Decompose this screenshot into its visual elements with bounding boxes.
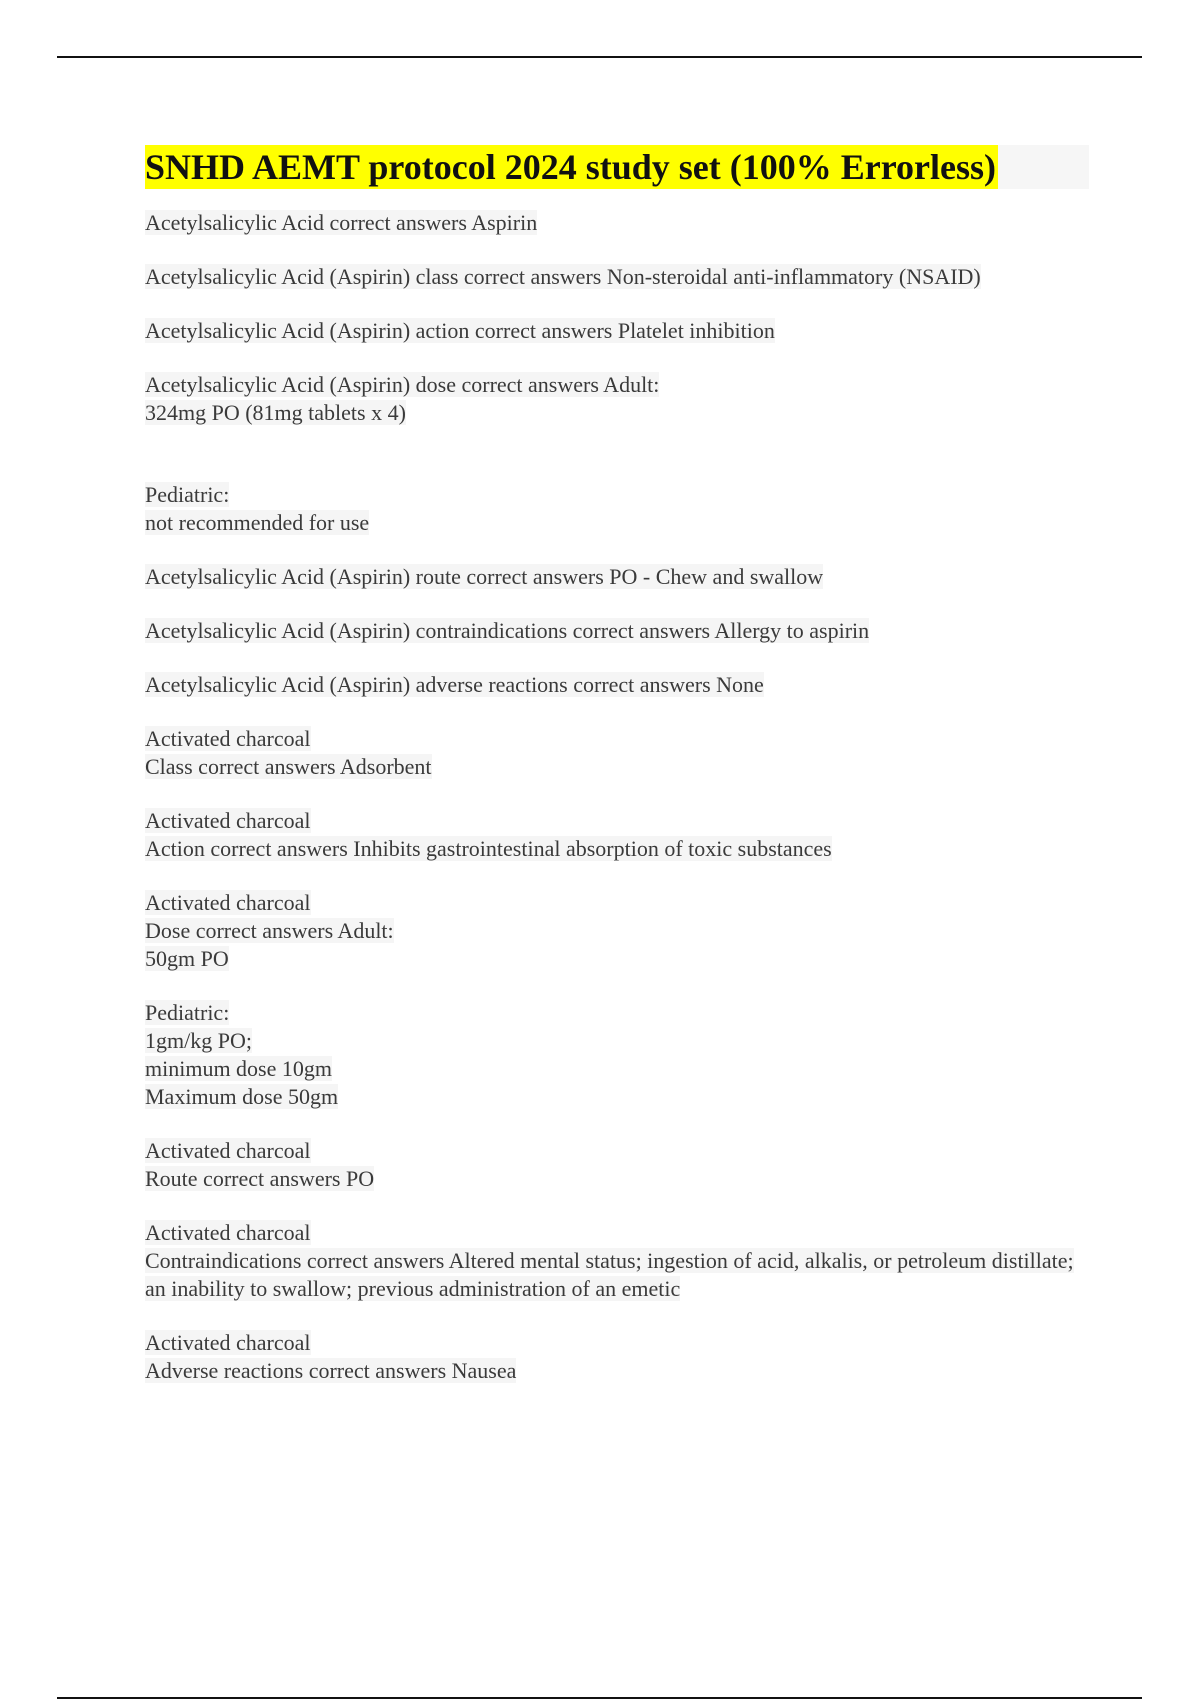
entry-aspirin-dose <box>145 371 1090 427</box>
entry-aspirin-name <box>145 209 1090 237</box>
entry-aspirin-adverse <box>145 671 1090 699</box>
entry-charcoal-pediatric <box>145 999 1090 1111</box>
entry-aspirin-pediatric <box>145 481 1090 537</box>
entry-line: Dose correct answers Adult: <box>145 918 394 943</box>
entry-line: Acetylsalicylic Acid (Aspirin) contraindications correct answers Allergy to aspirin <box>145 618 870 643</box>
entry-line: Activated charcoal <box>145 1220 311 1245</box>
entry-line: Pediatric: <box>145 1000 230 1025</box>
entry-aspirin-class <box>145 263 1090 291</box>
entry-line: 1gm/kg PO; <box>145 1028 252 1053</box>
entry-line: Acetylsalicylic Acid correct answers Aspirin <box>145 210 538 235</box>
entry-aspirin-action <box>145 317 1090 345</box>
document-title: SNHD AEMT protocol 2024 study set (100% Errorless) <box>145 147 996 187</box>
entry-line: Adverse reactions correct answers Nausea <box>145 1358 517 1383</box>
footer-rule <box>57 1697 1142 1699</box>
entry-line: Acetylsalicylic Acid (Aspirin) dose correct answers Adult: <box>145 372 660 397</box>
entry-charcoal-dose <box>145 889 1090 973</box>
entry-line: minimum dose 10gm <box>145 1056 332 1081</box>
entry-line: Maximum dose 50gm <box>145 1084 339 1109</box>
entry-line: Acetylsalicylic Acid (Aspirin) action correct answers Platelet inhibition <box>145 318 775 343</box>
entry-aspirin-contraindications <box>145 617 1090 645</box>
entry-line: Activated charcoal <box>145 890 311 915</box>
header-rule <box>57 56 1142 58</box>
entry-line: not recommended for use <box>145 510 370 535</box>
entry-line: Acetylsalicylic Acid (Aspirin) route correct answers PO - Chew and swallow <box>145 564 824 589</box>
entry-line: Acetylsalicylic Acid (Aspirin) adverse reactions correct answers None <box>145 672 764 697</box>
entry-charcoal-action <box>145 807 1090 863</box>
entry-line: Route correct answers PO <box>145 1166 375 1191</box>
entry-line: Activated charcoal <box>145 1330 311 1355</box>
entry-line: an inability to swallow; previous administration of an emetic <box>145 1276 681 1301</box>
entry-line: Class correct answers Adsorbent <box>145 754 432 779</box>
entry-charcoal-route <box>145 1137 1090 1193</box>
entry-line: Contraindications correct answers Altered mental status; ingestion of acid, alkalis, or petroleum distillate; <box>145 1248 1074 1273</box>
entry-charcoal-class <box>145 725 1090 781</box>
entry-aspirin-route <box>145 563 1090 591</box>
entry-line: Acetylsalicylic Acid (Aspirin) class correct answers Non-steroidal anti-inflammatory (NSAID) <box>145 264 981 289</box>
entry-line: 324mg PO (81mg tablets x 4) <box>145 400 406 425</box>
entry-line: Activated charcoal <box>145 1138 311 1163</box>
entry-charcoal-adverse <box>145 1329 1090 1385</box>
entry-line: Activated charcoal <box>145 808 311 833</box>
entry-line: Pediatric: <box>145 482 230 507</box>
entry-line: Action correct answers Inhibits gastrointestinal absorption of toxic substances <box>145 836 832 861</box>
entry-charcoal-contraindications <box>145 1219 1090 1303</box>
entry-line: Activated charcoal <box>145 726 311 751</box>
document-body <box>145 145 1090 1411</box>
title-band <box>145 145 1089 189</box>
entry-line: 50gm PO <box>145 946 229 971</box>
